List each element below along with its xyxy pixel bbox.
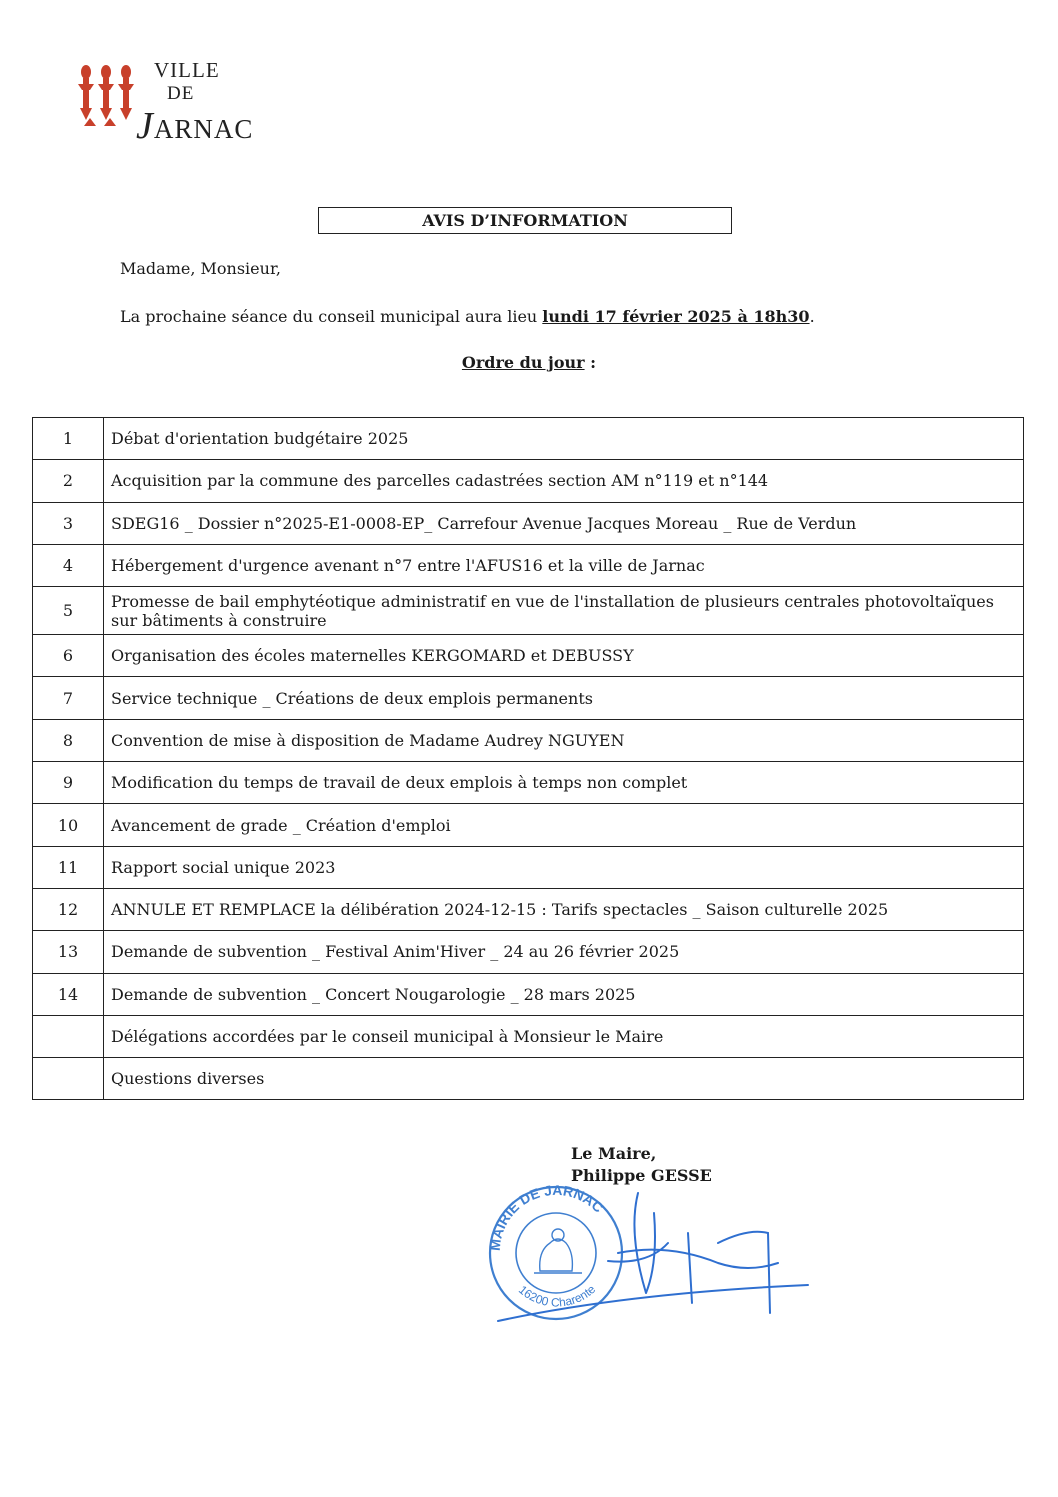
- item-number: [33, 1015, 104, 1057]
- item-text: Convention de mise à disposition de Madame Audrey NGUYEN: [104, 719, 1024, 761]
- agenda-heading-suffix: :: [584, 353, 597, 372]
- item-number: 11: [33, 846, 104, 888]
- table-row: [33, 677, 1024, 719]
- logo-text-de: DE: [167, 83, 195, 104]
- table-row: [33, 418, 1024, 460]
- item-number: 12: [33, 888, 104, 930]
- item-text: Rapport social unique 2023: [104, 846, 1024, 888]
- item-text: ANNULE ET REMPLACE la délibération 2024-12-15 : Tarifs spectacles _ Saison culturelle 2025: [104, 888, 1024, 930]
- item-number: 14: [33, 973, 104, 1015]
- item-text: Questions diverses: [104, 1058, 1024, 1100]
- logo-text-ville: VILLE: [154, 58, 220, 82]
- item-number: 9: [33, 762, 104, 804]
- item-text: Modification du temps de travail de deux emplois à temps non complet: [104, 762, 1024, 804]
- logo-initial: J: [136, 105, 154, 147]
- table-row: [33, 502, 1024, 544]
- table-row: [33, 635, 1024, 677]
- fish-emblem-icon: [76, 58, 138, 134]
- table-row: [33, 931, 1024, 973]
- item-number: 5: [33, 587, 104, 635]
- table-row: [33, 888, 1024, 930]
- table-row: [33, 762, 1024, 804]
- logo-text-rest: ARNAC: [153, 114, 254, 144]
- town-logo: [76, 58, 254, 150]
- table-row: [33, 1058, 1024, 1100]
- item-number: 1: [33, 418, 104, 460]
- table-row: [33, 846, 1024, 888]
- item-text: Délégations accordées par le conseil municipal à Monsieur le Maire: [104, 1015, 1024, 1057]
- table-row: [33, 719, 1024, 761]
- item-text: Demande de subvention _ Concert Nougarologie _ 28 mars 2025: [104, 973, 1024, 1015]
- item-text: Organisation des écoles maternelles KERGOMARD et DEBUSSY: [104, 635, 1024, 677]
- stamp-inner-ring: [516, 1213, 596, 1293]
- item-number: 6: [33, 635, 104, 677]
- item-text: Promesse de bail emphytéotique administratif en vue de l'installation de plusieurs centrales photovoltaïques sur bâtiments à construire: [104, 587, 1024, 635]
- item-number: 3: [33, 502, 104, 544]
- agenda-table: [32, 417, 1024, 1100]
- intro-prefix: La prochaine séance du conseil municipal aura lieu: [120, 307, 543, 326]
- table-row: [33, 587, 1024, 635]
- item-number: 8: [33, 719, 104, 761]
- salutation: Madame, Monsieur,: [120, 259, 281, 278]
- item-number: 2: [33, 460, 104, 502]
- intro-suffix: .: [809, 307, 815, 326]
- table-row: [33, 460, 1024, 502]
- stamp-text-bottom: 16200 Charente: [515, 1282, 599, 1310]
- signatory-name: Philippe GESSE: [571, 1166, 712, 1185]
- signatory-role: Le Maire,: [571, 1144, 657, 1163]
- table-row: [33, 804, 1024, 846]
- agenda-heading-label: Ordre du jour: [461, 353, 585, 372]
- stamp-text-top: MAIRIE DE JARNAC: [486, 1181, 607, 1252]
- item-text: Avancement de grade _ Création d'emploi: [104, 804, 1024, 846]
- item-text: Acquisition par la commune des parcelles cadastrées section AM n°119 et n°144: [104, 460, 1024, 502]
- item-text: Demande de subvention _ Festival Anim'Hiver _ 24 au 26 février 2025: [104, 931, 1024, 973]
- notice-title: AVIS D’INFORMATION: [318, 207, 732, 234]
- table-row: [33, 544, 1024, 586]
- item-number: 7: [33, 677, 104, 719]
- table-row: [33, 1015, 1024, 1057]
- table-row: [33, 973, 1024, 1015]
- official-stamp-and-signature: [478, 1173, 818, 1323]
- logo-text-jarnac: [136, 104, 253, 148]
- seal-figure-icon: [540, 1239, 573, 1271]
- item-number: 10: [33, 804, 104, 846]
- agenda-heading: [0, 353, 1058, 372]
- item-text: Service technique _ Créations de deux emplois permanents: [104, 677, 1024, 719]
- item-text: Hébergement d'urgence avenant n°7 entre l'AFUS16 et la ville de Jarnac: [104, 544, 1024, 586]
- item-number: [33, 1058, 104, 1100]
- item-number: 4: [33, 544, 104, 586]
- item-number: 13: [33, 931, 104, 973]
- intro-paragraph: [120, 307, 815, 326]
- item-text: SDEG16 _ Dossier n°2025-E1-0008-EP_ Carrefour Avenue Jacques Moreau _ Rue de Verdun: [104, 502, 1024, 544]
- item-text: Débat d'orientation budgétaire 2025: [104, 418, 1024, 460]
- meeting-date: lundi 17 février 2025 à 18h30: [542, 307, 810, 326]
